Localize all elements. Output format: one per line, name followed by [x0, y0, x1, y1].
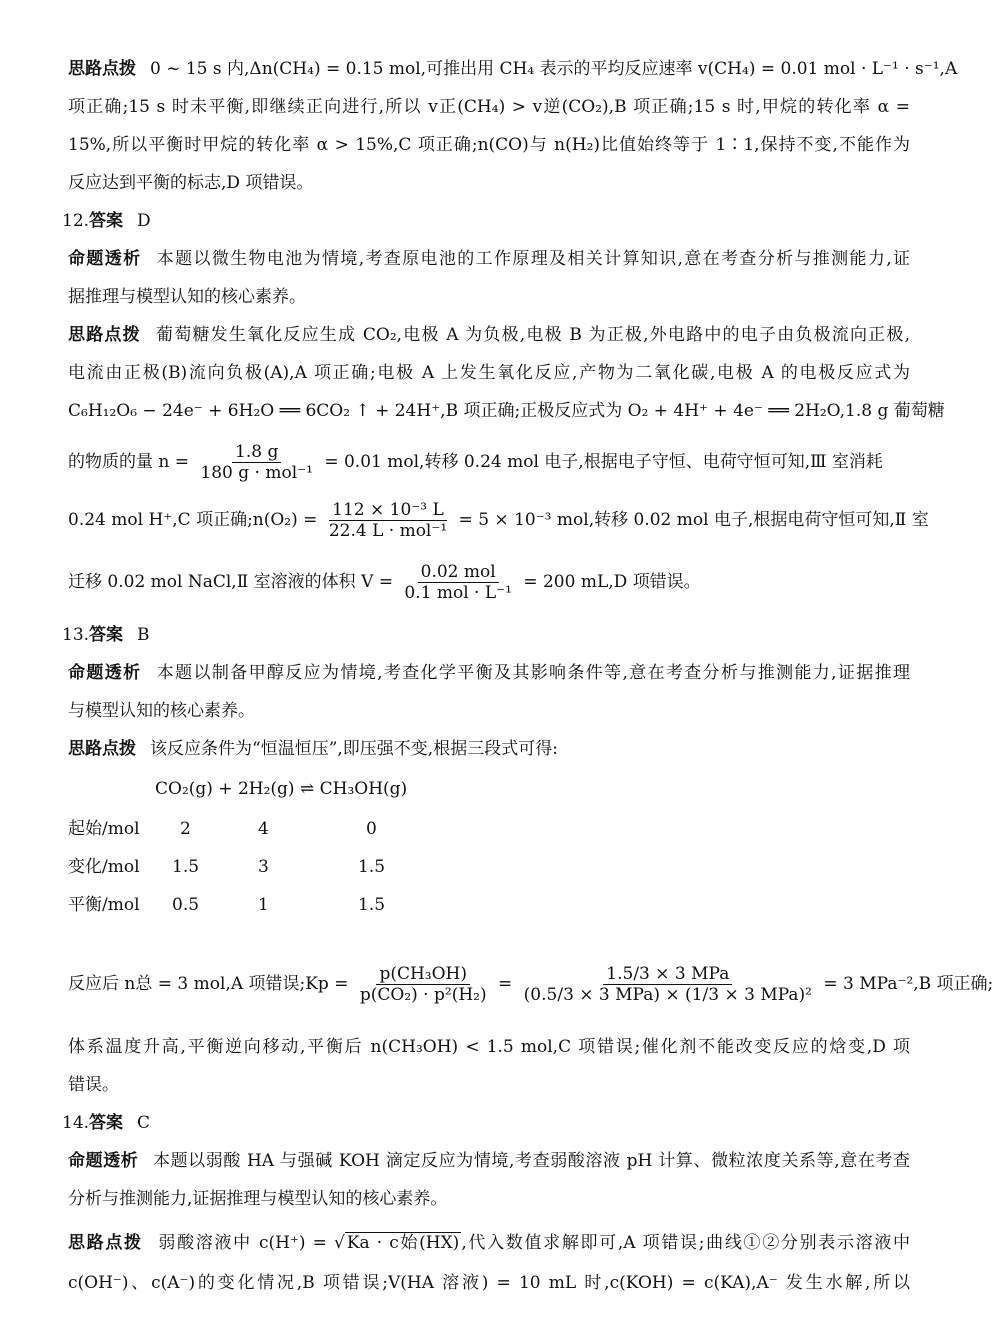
q14-analysis-line-1 — [68, 1232, 910, 1254]
q14-number: 14. — [62, 1113, 90, 1133]
q12-analysis-line-5 — [68, 500, 929, 541]
q13-analysis-line-1 — [68, 738, 558, 760]
q12-number: 12. — [62, 211, 90, 231]
q12-text-6a: 迁移 0.02 mol NaCl,Ⅱ 室溶液的体积 V = — [68, 572, 399, 592]
row-label-change: 变化/mol — [68, 857, 140, 877]
q12-text-1: 葡萄糖发生氧化反应生成 CO₂,电极 A 为负极,电极 B 为正极,外电路中的电子由负极流向正极, — [154, 325, 910, 345]
q12-intent-text-1: 本题以微生物电池为情境,考查原电池的工作原理及相关计算知识,意在考查分析与推测能力,证 — [155, 249, 911, 269]
answer-label: 答案 — [89, 1113, 124, 1133]
q12-text-5b: = 5 × 10⁻³ mol,转移 0.02 mol 电子,根据电荷守恒可知,Ⅱ 室 — [453, 510, 929, 530]
q12-text-6b: = 200 mL,D 项错误。 — [517, 572, 701, 592]
q12-answer: D — [137, 211, 151, 231]
q12-text-4b: = 0.01 mol,转移 0.24 mol 电子,根据电子守恒、电荷守恒可知,Ⅲ 室消耗 — [318, 452, 883, 472]
kp-text-post: = 3 MPa⁻²,B 项正确; — [817, 974, 993, 994]
q11-text-1: 0 ~ 15 s 内,Δn(CH₄) = 0.15 mol,可推出用 CH₄ 表示的平均反应速率 v(CH₄) = 0.01 mol · L⁻¹ · s⁻¹,A — [150, 59, 958, 79]
fraction-denominator: (0.5/3 × 3 MPa) × (1/3 × 3 MPa)² — [523, 985, 812, 1005]
row-label-initial: 起始/mol — [68, 819, 140, 839]
q14-answer: C — [137, 1113, 151, 1133]
row-label-equilibrium: 平衡/mol — [68, 895, 140, 915]
cell-initial-h2: 4 — [258, 819, 269, 839]
answer-label: 答案 — [89, 211, 124, 231]
kp-expression-fraction — [357, 964, 490, 1005]
cell-change-ch3oh: 1.5 — [358, 857, 386, 877]
intent-label: 命题透析 — [68, 663, 142, 683]
kp-value-fraction — [521, 964, 815, 1005]
glucose-moles-fraction — [197, 442, 316, 483]
intent-label: 命题透析 — [68, 249, 142, 269]
q12-text-4a: 的物质的量 n = — [68, 452, 195, 472]
q12-analysis-line-4 — [68, 442, 883, 483]
q12-intent-line-1 — [68, 248, 910, 270]
q13-intent-line-2: 与模型认知的核心素养。 — [68, 701, 255, 721]
fraction-numerator: 112 × 10⁻³ L — [329, 500, 447, 521]
cell-eq-co2: 0.5 — [172, 895, 200, 915]
q13-answer: B — [137, 625, 150, 645]
q13-answer-line — [62, 624, 150, 646]
q14-text-1b: ,代入数值求解即可,A 项错误;曲线①②分别表示溶液中 — [461, 1233, 911, 1253]
cell-change-co2: 1.5 — [172, 857, 200, 877]
q14-intent-line-2: 分析与推测能力,证据推理与模型认知的核心素养。 — [68, 1189, 448, 1209]
answer-label: 答案 — [89, 625, 124, 645]
q11-analysis-line-4: 反应达到平衡的标志,D 项错误。 — [68, 173, 314, 193]
fraction-denominator: 180 g · mol⁻¹ — [200, 463, 313, 483]
q13-intent-text-1: 本题以制备甲醇反应为情境,考查化学平衡及其影响条件等,意在考查分析与推测能力,证据推理 — [155, 663, 911, 683]
square-root-radicand: Ka · c始(HX) — [346, 1233, 460, 1253]
kp-text-pre: 反应后 n总 = 3 mol,A 项错误;Kp = — [68, 974, 354, 994]
analysis-label: 思路点拨 — [68, 1233, 143, 1253]
intent-label: 命题透析 — [68, 1151, 139, 1171]
q11-analysis-line-2: 项正确;15 s 时未平衡,即继续正向进行,所以 v正(CH₄) > v逆(CO₂),B 项正确;15 s 时,甲烷的转化率 α = — [68, 97, 910, 117]
q14-analysis-line-2: c(OH⁻)、c(A⁻)的变化情况,B 项错误;V(HA 溶液) = 10 mL 时,c(KOH) = c(KA),A⁻ 发生水解,所以 — [68, 1273, 910, 1293]
q13-analysis-line-4: 错误。 — [68, 1075, 119, 1095]
q13-intent-line-1 — [68, 662, 910, 684]
q12-answer-line — [62, 210, 151, 232]
q14-answer-line — [62, 1112, 150, 1134]
square-root-icon: √ — [333, 1233, 345, 1253]
volume-fraction — [401, 562, 515, 603]
q12-analysis-line-6 — [68, 562, 701, 603]
cell-eq-h2: 1 — [258, 895, 269, 915]
q12-intent-line-2: 据推理与模型认知的核心素养。 — [68, 287, 306, 307]
q12-analysis-line-1 — [68, 324, 910, 346]
q12-text-5a: 0.24 mol H⁺,C 项正确;n(O₂) = — [68, 510, 323, 530]
analysis-label: 思路点拨 — [68, 59, 136, 79]
fraction-numerator: 1.5/3 × 3 MPa — [603, 964, 732, 985]
fraction-numerator: 1.8 g — [232, 442, 281, 463]
cell-initial-ch3oh: 0 — [366, 819, 377, 839]
cell-change-h2: 3 — [258, 857, 269, 877]
analysis-label: 思路点拨 — [68, 325, 141, 345]
analysis-label: 思路点拨 — [68, 739, 136, 759]
oxygen-moles-fraction — [326, 500, 450, 541]
kp-calculation-line: 反应后 n总 = 3 mol,A 项错误;Kp = $\frac{\text{p(CH₃OH)}}{\text{p(CO₂) · p²(H₂)}}$ = $\frac{\text{1.5/3 × 3 MPa}}{\text{(0.5/3 × 3 MPa) × (1/3 × 3 MPa)²}}$ = 3 MPa⁻²,B 项正确; — [68, 964, 993, 1005]
fraction-numerator: p(CH₃OH) — [376, 964, 470, 985]
q14-text-1a: 弱酸溶液中 c(H⁺) = — [156, 1233, 334, 1253]
q13-analysis-line-3: 体系温度升高,平衡逆向移动,平衡后 n(CH₃OH) < 1.5 mol,C 项错误;催化剂不能改变反应的焓变,D 项 — [68, 1037, 910, 1057]
q13-text-1: 该反应条件为“恒温恒压”,即压强不变,根据三段式可得: — [150, 739, 558, 759]
fraction-denominator: 0.1 mol · L⁻¹ — [404, 583, 512, 603]
methanol-equation: CO₂(g) + 2H₂(g) ⇌ CH₃OH(g) — [155, 779, 408, 799]
q12-analysis-line-3: C₆H₁₂O₆ − 24e⁻ + 6H₂O ══ 6CO₂ ↑ + 24H⁺,B 项正确;正极反应式为 O₂ + 4H⁺ + 4e⁻ ══ 2H₂O,1.8 g 葡萄糖 — [68, 401, 945, 421]
q14-intent-line-1 — [68, 1150, 910, 1172]
cell-eq-ch3oh: 1.5 — [358, 895, 386, 915]
fraction-numerator: 0.02 mol — [418, 562, 499, 583]
q11-analysis-line-1 — [68, 58, 958, 80]
fraction-denominator: p(CO₂) · p²(H₂) — [359, 985, 487, 1005]
q13-number: 13. — [62, 625, 90, 645]
cell-initial-co2: 2 — [180, 819, 191, 839]
fraction-denominator: 22.4 L · mol⁻¹ — [328, 521, 448, 541]
q14-intent-text-1: 本题以弱酸 HA 与强碱 KOH 滴定反应为情境,考查弱酸溶液 pH 计算、微粒浓度关系等,意在考查 — [152, 1151, 911, 1171]
q12-analysis-line-2: 电流由正极(B)流向负极(A),A 项正确;电极 A 上发生氧化反应,产物为二氧化碳,电极 A 的电极反应式为 — [68, 363, 910, 383]
q11-analysis-line-3: 15%,所以平衡时甲烷的转化率 α > 15%,C 项正确;n(CO)与 n(H₂)比值始终等于 1∶1,保持不变,不能作为 — [68, 135, 910, 155]
